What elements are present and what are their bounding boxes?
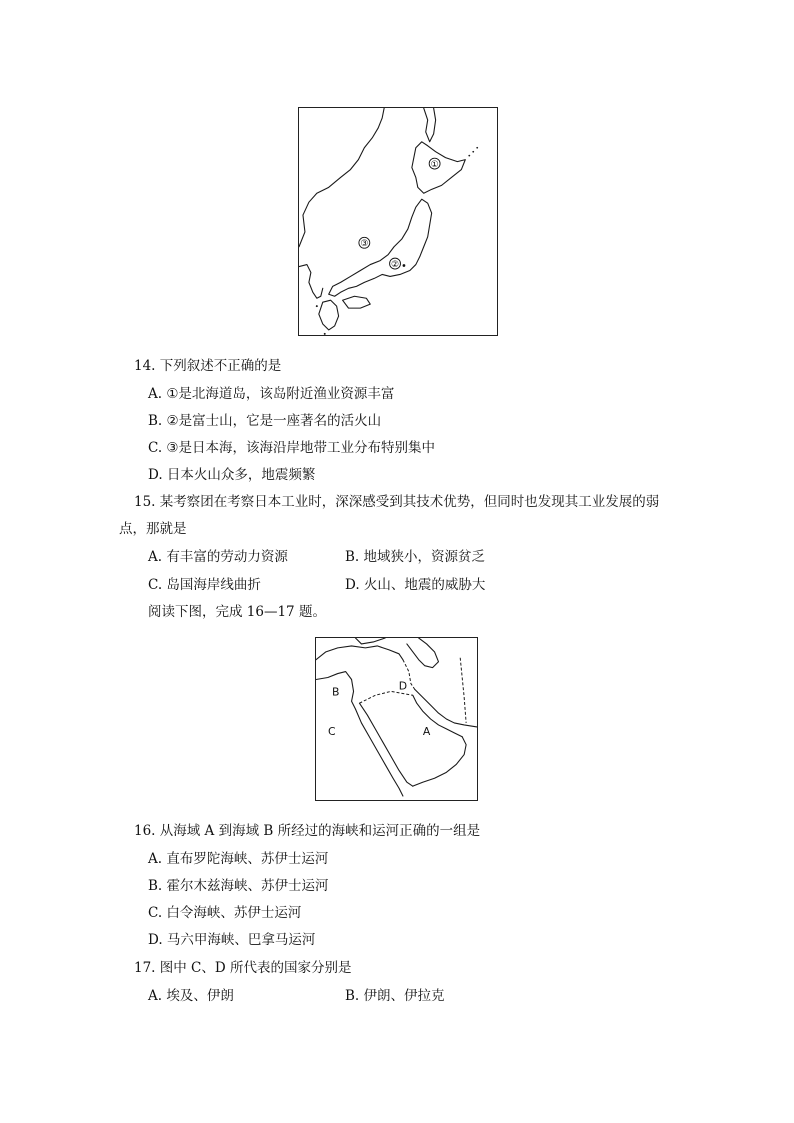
- korea-peninsula-coast: [299, 265, 323, 299]
- red-sea-west-coast: [356, 709, 403, 796]
- label-c: C: [328, 724, 336, 738]
- persian-gulf-west-coast: [413, 695, 462, 736]
- q14-option-c: C. ③是日本海，该海沿岸地带工业分布特别集中: [148, 440, 436, 456]
- q16-option-d: D. 马六甲海峡、巴拿马运河: [148, 932, 316, 948]
- marker-3: ③: [360, 239, 369, 250]
- q14-stem: 14. 下列叙述不正确的是: [134, 358, 282, 374]
- marker-1: ①: [430, 160, 439, 171]
- middle-east-map: [315, 637, 478, 801]
- caspian-coast: [407, 638, 439, 668]
- q17-stem: 17. 图中 C、D 所代表的国家分别是: [134, 960, 352, 976]
- q16-option-a: A. 直布罗陀海峡、苏伊士运河: [148, 851, 329, 867]
- arabia-north-border: [359, 691, 412, 703]
- q15-option-b: B. 地域狭小，资源贫乏: [345, 549, 486, 565]
- q16-stem: 16. 从海域 A 到海域 B 所经过的海峡和运河正确的一组是: [134, 823, 481, 839]
- sakhalin-coast: [424, 108, 436, 142]
- q17-option-b: B. 伊朗、伊拉克: [345, 988, 445, 1004]
- fuji-dot: [403, 264, 406, 267]
- arabia-south-coast: [413, 737, 466, 786]
- q16-option-b: B. 霍尔木兹海峡、苏伊士运河: [148, 878, 329, 894]
- japan-map: [298, 107, 498, 336]
- q14-option-a: A. ①是北海道岛，该岛附近渔业资源丰富: [148, 386, 395, 402]
- japan-map-drawing: [299, 108, 497, 335]
- reading-prompt: 阅读下图，完成 16—17 题。: [148, 604, 326, 620]
- kyushu-coast: [319, 300, 339, 330]
- q15-stem-line2: 点，那就是: [119, 521, 187, 537]
- q15-stem-line1: 15. 某考察团在考察日本工业时，深深感受到其技术优势，但同时也发现其工业发展的弱: [134, 494, 660, 510]
- q14-option-b: B. ②是富士山，它是一座著名的活火山: [148, 413, 382, 429]
- red-sea-east-coast: [359, 703, 412, 786]
- turkey-coast: [316, 646, 403, 660]
- iran-east-border: [460, 658, 466, 723]
- q14-option-d: D. 日本火山众多，地震频繁: [148, 467, 316, 483]
- black-sea-coast: [356, 638, 386, 644]
- q15-option-a: A. 有丰富的劳动力资源: [148, 549, 288, 565]
- q15-option-c: C. 岛国海岸线曲折: [148, 577, 261, 593]
- label-b: B: [332, 685, 340, 699]
- persian-gulf-east-coast: [415, 689, 477, 727]
- q17-option-a: A. 埃及、伊朗: [148, 988, 234, 1004]
- label-a: A: [422, 724, 431, 738]
- asia-mainland-coast: [299, 108, 384, 250]
- honshu-coast: [329, 199, 432, 296]
- shikoku-coast: [343, 296, 371, 308]
- middle-east-map-drawing: [316, 638, 477, 800]
- q16-option-c: C. 白令海峡、苏伊士运河: [148, 905, 302, 921]
- marker-2: ②: [391, 260, 400, 271]
- label-d: D: [398, 679, 408, 693]
- q15-option-d: D. 火山、地震的威胁大: [345, 577, 486, 593]
